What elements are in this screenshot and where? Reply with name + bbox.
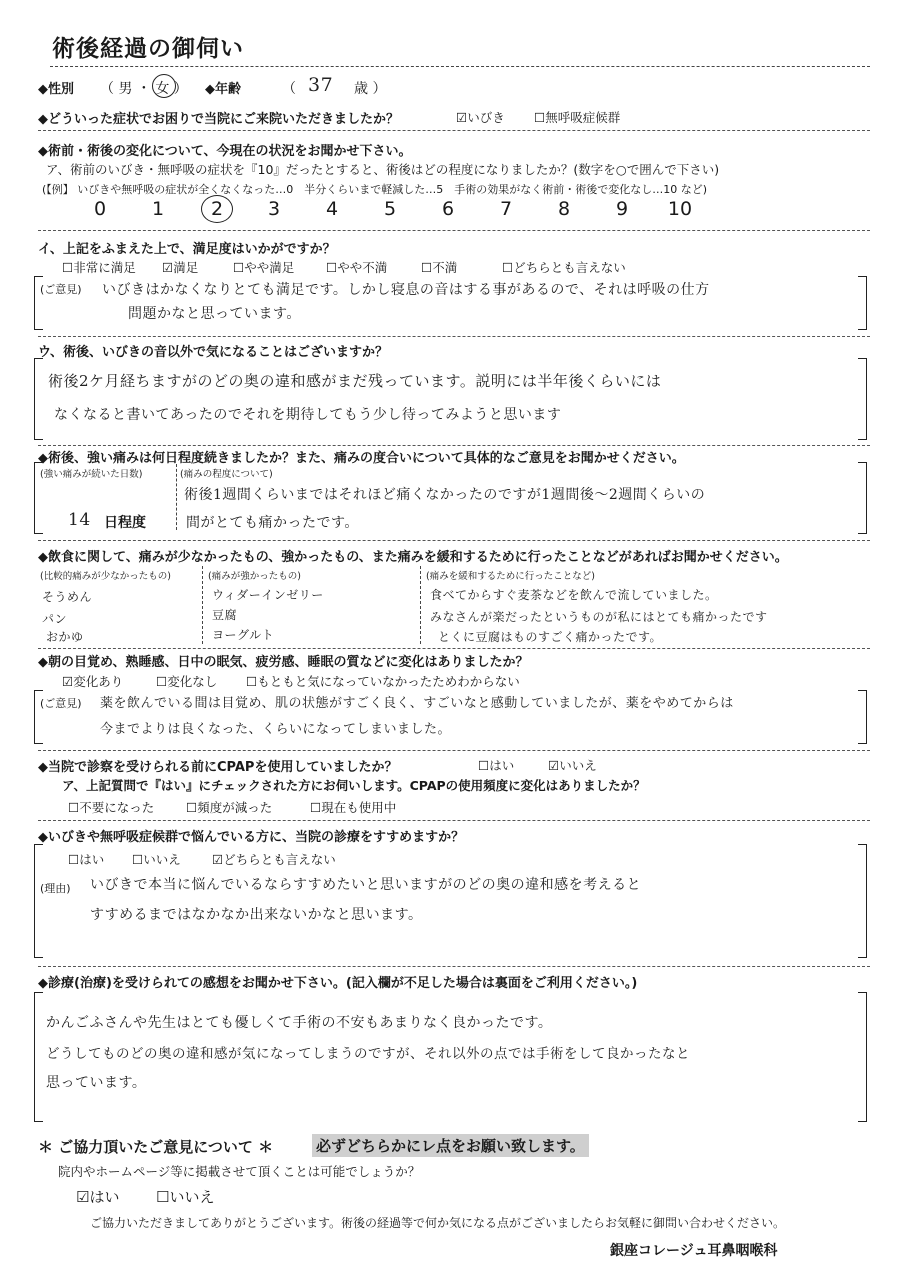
satisfaction-option-somewhat-dissatisfied[interactable]: ☐やや不満	[326, 260, 388, 275]
food-col1-item: そうめん	[42, 590, 93, 604]
column-divider	[420, 566, 421, 644]
clinic-name: 銀座コレージュ耳鼻咽喉科	[610, 1243, 778, 1259]
pain-days-label: (強い痛みが続いた日数)	[40, 469, 143, 480]
morning-opinion-label: (ご意見)	[40, 697, 82, 710]
impression-answer-line3: 思っています。	[46, 1075, 147, 1091]
recommend-option-yes[interactable]: ☐はい	[68, 852, 105, 867]
pain-days-value: 14	[68, 510, 91, 530]
symptom-option-apnea[interactable]: ☐無呼吸症候群	[534, 110, 621, 125]
impression-question: ◆診療(治療)を受けられての感想をお聞かせ下さい。(記入欄が不足した場合は裏面をご利用ください。)	[38, 976, 638, 991]
divider	[38, 750, 870, 751]
scale-value-8[interactable]: 8	[557, 198, 571, 220]
satisfaction-option-somewhat-satisfied[interactable]: ☐やや満足	[233, 260, 295, 275]
food-col2-label: (痛みが強かったもの)	[208, 571, 301, 582]
scale-value-7[interactable]: 7	[499, 198, 513, 220]
food-col3-item: みなさんが楽だったというものが私にはとても痛かったです	[430, 610, 768, 624]
age-unit: 歳 ）	[354, 81, 387, 97]
scale-value-9[interactable]: 9	[615, 198, 629, 220]
scale-value-5[interactable]: 5	[383, 198, 397, 220]
recommend-option-no[interactable]: ☐いいえ	[132, 852, 181, 867]
morning-option-changed[interactable]: ☑変化あり	[62, 674, 124, 689]
bracket-right	[858, 844, 867, 958]
morning-option-no-change[interactable]: ☐変化なし	[156, 674, 218, 689]
consent-question: 院内やホームページ等に掲載させて頂くことは可能でしょうか？	[58, 1164, 421, 1179]
age-value: 37	[308, 74, 334, 96]
divider	[38, 820, 870, 821]
pain-answer-line2: 間がとても痛かったです。	[186, 515, 359, 531]
satisfaction-answer-line2: 問題かなと思っています。	[128, 306, 301, 322]
bracket-right	[858, 276, 867, 330]
bracket-left	[34, 992, 43, 1122]
symptom-question: ◆どういった症状でお困りで当院にご来院いただきましたか？	[38, 112, 399, 127]
impression-answer-line1: かんごふさんや先生はとても優しくて手術の不安もあまりなく良かったです。	[46, 1015, 553, 1031]
recommend-answer-line2: すすめるまではなかなか出来ないかなと思います。	[90, 907, 423, 923]
cpap-option-yes[interactable]: ☐はい	[478, 758, 515, 773]
satisfaction-option-satisfied[interactable]: ☑満足	[162, 260, 199, 275]
age-label: ◆年齢	[205, 82, 241, 97]
food-col1-item: おかゆ	[46, 630, 84, 644]
consent-option-yes[interactable]: ☑はい	[76, 1188, 120, 1206]
cpap-option-no[interactable]: ☑いいえ	[548, 758, 597, 773]
cpap-option-unneeded[interactable]: ☐不要になった	[68, 800, 155, 815]
pain-question: ◆術後、強い痛みは何日程度続きましたか？また、痛みの度合いについて具体的なご意見をお聞かせください。	[38, 451, 685, 466]
satisfaction-question: イ、上記をふまえた上で、満足度はいかがですか？	[38, 242, 336, 257]
food-col2-item: 豆腐	[212, 608, 238, 622]
change-example: (【例】 いびきや無呼吸の症状が全くなくなった…0 半分くらいまで軽減した…5 手術の効果がなく術前・術後で変化なし…10 など)	[42, 183, 708, 196]
food-col1-label: (比較的痛みが少なかったもの)	[40, 571, 171, 582]
scale-value-1[interactable]: 1	[151, 198, 165, 220]
morning-answer-line2: 今までよりは良くなった、くらいになってしまいました。	[100, 722, 452, 737]
divider	[38, 445, 870, 446]
scale-value-2[interactable]: 2	[201, 195, 233, 223]
divider	[38, 130, 870, 131]
other-answer-line1: 術後2ケ月経ちますがのどの奥の違和感がまだ残っています。説明には半年後くらいには	[48, 372, 662, 390]
age-open: （	[282, 81, 296, 97]
change-sub-a: ア、術前のいびき・無呼吸の症状を『10』だったとすると、術後はどの程度になりましたか？(数字を○で囲んで下さい)	[46, 162, 720, 177]
satisfaction-option-dissatisfied[interactable]: ☐不満	[421, 260, 458, 275]
scale-value-0[interactable]: 0	[93, 198, 107, 220]
cpap-option-less-often[interactable]: ☐頻度が減った	[186, 800, 273, 815]
sex-label: ◆性別	[38, 82, 74, 97]
divider	[38, 336, 870, 337]
recommend-option-neither[interactable]: ☑どちらとも言えない	[212, 852, 336, 867]
pain-answer-line1: 術後1週間くらいまではそれほど痛くなかったのですが1週間後〜2週間くらいの	[184, 487, 706, 503]
footer-thanks: ご協力いただきましてありがとうございます。術後の経過等で何か気になる点がございましたらお気軽に御問い合わせください。	[90, 1216, 786, 1230]
pain-degree-label: (痛みの程度について)	[180, 469, 273, 480]
recommend-question: ◆いびきや無呼吸症候群で悩んでいる方に、当院の診療をすすめますか？	[38, 830, 465, 845]
food-col3-item: とくに豆腐はものすごく痛かったです。	[438, 630, 663, 644]
divider	[38, 648, 870, 649]
page-title: 術後経過の御伺い	[52, 36, 244, 62]
divider	[38, 540, 870, 541]
divider	[38, 966, 870, 967]
sex-selected-circle	[152, 74, 176, 98]
column-divider	[202, 566, 203, 644]
recommend-reason-label: (理由)	[40, 882, 71, 895]
scale-value-10[interactable]: 10	[667, 198, 693, 220]
morning-question: ◆朝の目覚め、熟睡感、日中の眠気、疲労感、睡眠の質などに変化はありましたか？	[38, 655, 529, 670]
bracket-left	[34, 844, 43, 958]
consent-highlight: 必ずどちらかにレ点をお願い致します。	[312, 1134, 589, 1157]
cpap-option-still-using[interactable]: ☐現在も使用中	[310, 800, 397, 815]
satisfaction-answer-line1: いびきはかなくなりとても満足です。しかし寝息の音はする事があるので、それは呼吸の仕方	[102, 282, 710, 298]
title-divider	[50, 66, 870, 67]
satisfaction-option-neither[interactable]: ☐どちらとも言えない	[502, 260, 626, 275]
symptom-option-snoring[interactable]: ☑いびき	[456, 110, 505, 125]
food-question: ◆飲食に関して、痛みが少なかったもの、強かったもの、また痛みを緩和するために行ったことなどがあればお聞かせください。	[38, 550, 788, 565]
consent-heading: ＊ ご協力頂いたご意見について ＊	[38, 1138, 274, 1156]
change-scale	[85, 198, 705, 224]
bracket-left	[34, 358, 43, 440]
bracket-right	[858, 690, 867, 744]
sex-options: （ 男 ・ 女 ）	[100, 81, 188, 97]
consent-option-no[interactable]: ☐いいえ	[156, 1188, 215, 1206]
bracket-right	[858, 992, 867, 1122]
recommend-answer-line1: いびきで本当に悩んでいるならすすめたいと思いますがのどの奥の違和感を考えると	[90, 877, 642, 893]
morning-option-unknown[interactable]: ☐もともと気になっていなかったためわからない	[246, 674, 520, 689]
food-col1-item: パン	[42, 612, 68, 626]
column-divider	[176, 464, 177, 530]
scale-value-4[interactable]: 4	[325, 198, 339, 220]
food-col3-label: (痛みを緩和するために行ったことなど)	[426, 571, 595, 582]
cpap-question: ◆当院で診察を受けられる前にCPAPを使用していましたか？	[38, 760, 398, 775]
satisfaction-option-very-satisfied[interactable]: ☐非常に満足	[62, 260, 136, 275]
satisfaction-opinion-label: (ご意見)	[40, 283, 82, 296]
bracket-right	[858, 462, 867, 534]
scale-value-6[interactable]: 6	[441, 198, 455, 220]
food-col2-item: ヨーグルト	[212, 628, 275, 642]
bracket-right	[858, 358, 867, 440]
impression-answer-line2: どうしてものどの奥の違和感が気になってしまうのですが、それ以外の点では手術をして良かったなと	[46, 1046, 690, 1062]
food-col2-item: ウィダーインゼリー	[212, 588, 324, 602]
morning-answer-line1: 薬を飲んでいる間は目覚め、肌の状態がすごく良く、すごいなと感動していましたが、薬をやめてからは	[100, 696, 734, 711]
food-col3-item: 食べてからすぐ麦茶などを飲んで流していました。	[430, 588, 718, 602]
scale-value-3[interactable]: 3	[267, 198, 281, 220]
other-question: ウ、術後、いびきの音以外で気になることはございますか？	[38, 345, 388, 360]
divider	[38, 230, 870, 231]
cpap-sub-question: ア、上記質問で『はい』にチェックされた方にお伺いします。CPAPの使用頻度に変化はありましたか？	[62, 778, 646, 793]
change-question: ◆術前・術後の変化について、今現在の状況をお聞かせ下さい。	[38, 144, 412, 159]
other-answer-line2: なくなると書いてあったのでそれを期待してもう少し待ってみようと思います	[54, 407, 562, 423]
pain-days-unit: 日程度	[104, 515, 146, 531]
